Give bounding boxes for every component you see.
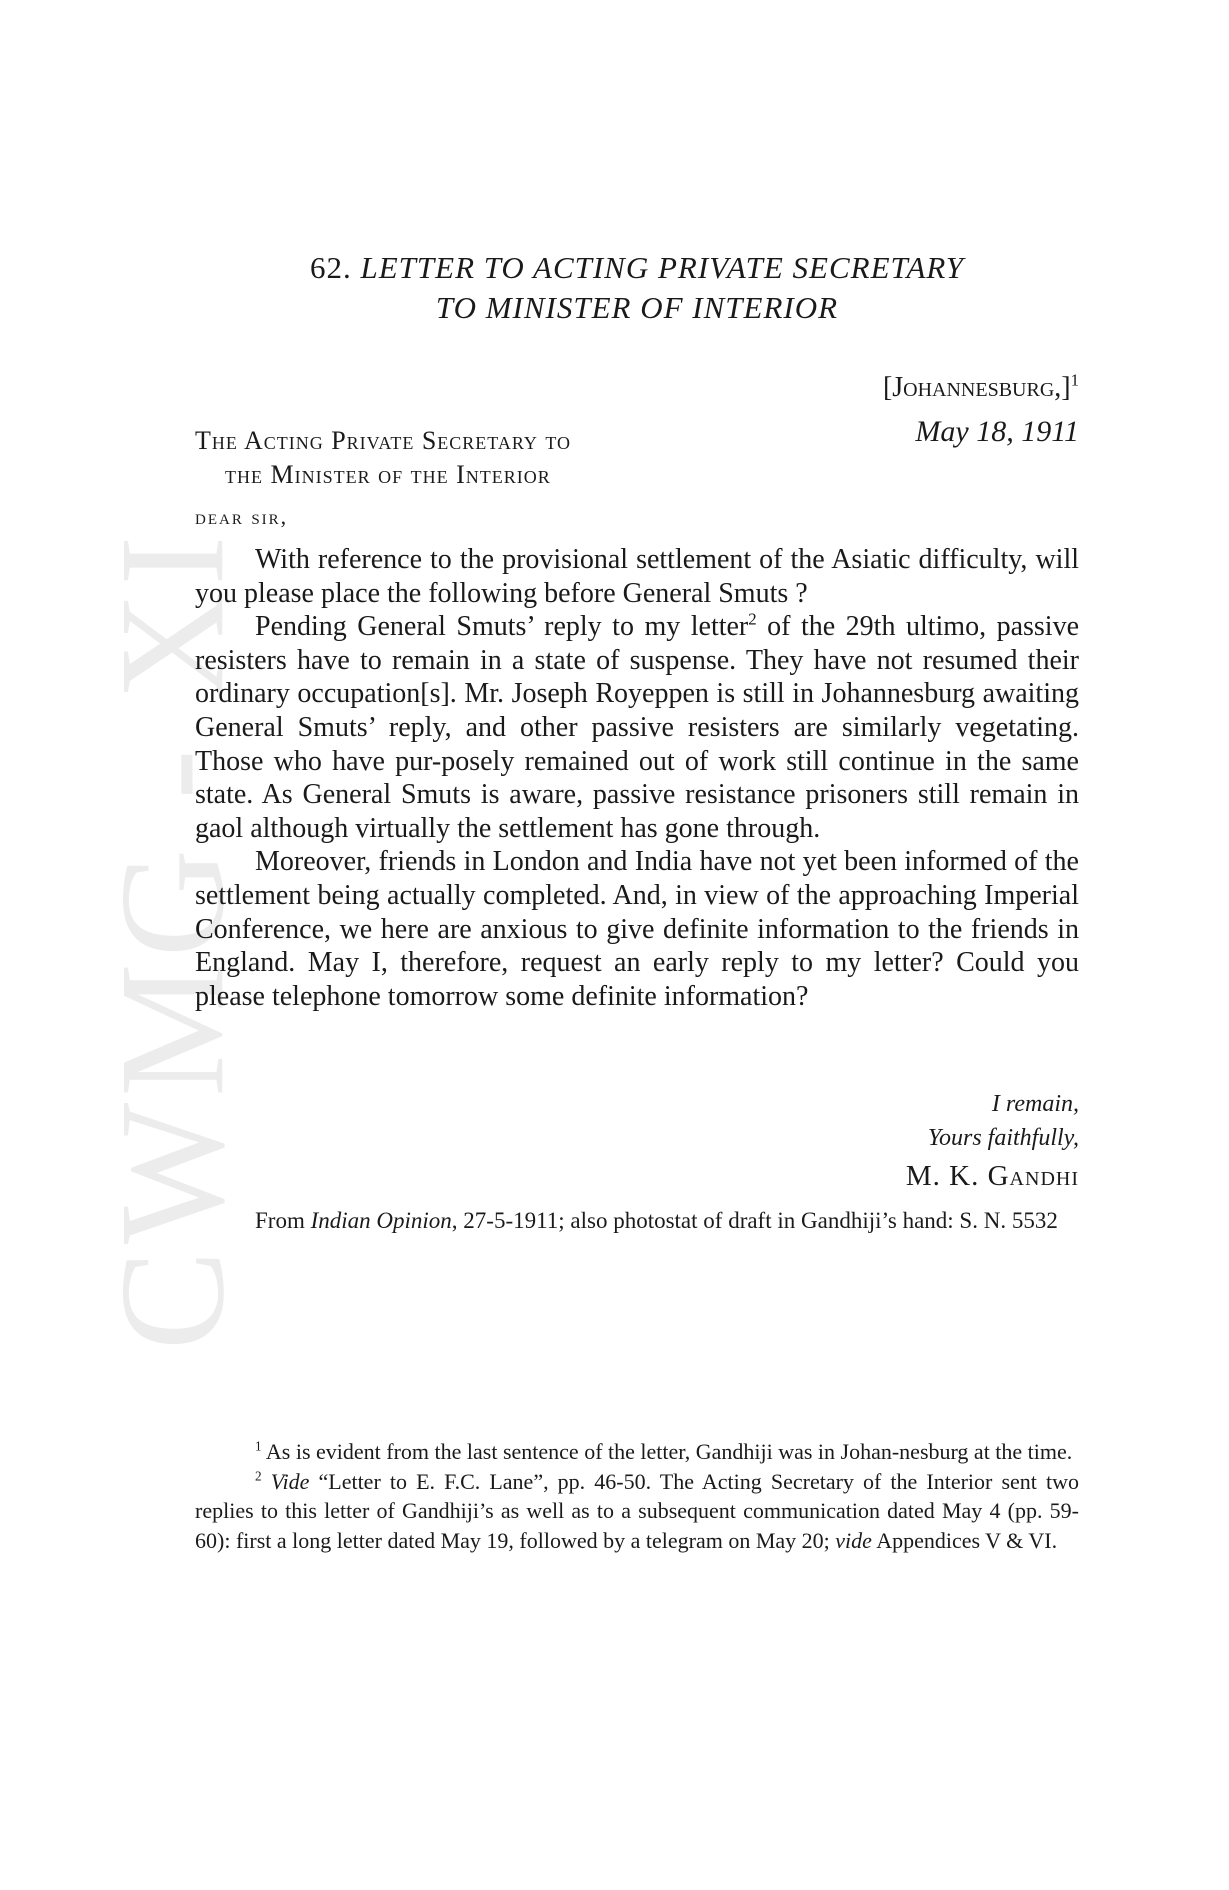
- footnote-2-text-a: “Letter to E. F.C. Lane”, pp. 46-50. The Acting Secretary of the Interior sent two replies to this letter of Gandhiji’s as well as to a subsequent communication dated May 4 (pp. 59-60): first a long letter dated May 19, followed by a telegram on May 20;: [195, 1468, 1080, 1553]
- addressee-block: [195, 424, 571, 492]
- source-text: [195, 1204, 1079, 1238]
- addressee-line-2: the Minister of the Interior: [225, 460, 551, 489]
- heading-number: 62.: [309, 250, 352, 285]
- place-text: [Johannesburg,]: [882, 372, 1071, 403]
- source-prefix: From: [255, 1208, 311, 1233]
- paragraph-3: Moreover, friends in London and India have not yet been informed of the settlement being actually completed. And, in view of the approaching Imperial Conference, we here are anxious to give definite information to the friends in England. May I, therefore, request an early reply to my letter? Could you please telephone tomorrow some definite information?: [195, 846, 1079, 1012]
- closing-line-1: I remain,: [991, 1091, 1079, 1117]
- signature: M. K. Gandhi: [905, 1160, 1079, 1192]
- footnote-2-marker: 2: [255, 1468, 262, 1484]
- footnote-2-vide-2: vide: [835, 1527, 872, 1553]
- footnotes: [195, 1437, 1079, 1555]
- heading-title-1: LETTER TO ACTING PRIVATE SECRETARY: [360, 250, 965, 285]
- watermark-text: CWMG - XI: [89, 529, 255, 1351]
- source-rest: , 27-5-1911; also photostat of draft in Gandhiji’s hand: S. N. 5532: [451, 1208, 1058, 1233]
- footnote-ref-1: 1: [1070, 370, 1079, 390]
- salutation: dear sir,: [195, 504, 289, 529]
- closing-line-2: Yours faithfully,: [927, 1125, 1079, 1151]
- footnote-1-text: As is evident from the last sentence of the letter, Gandhiji was in Johan-nesburg at the time.: [265, 1439, 1073, 1464]
- paragraph-2-rest: of the 29th ultimo, passive resisters have to remain in a state of suspense. They have not resumed their ordinary occupation[s]. Mr. Joseph Royeppen is still in Johannesburg awaiting General Smuts’ reply, and other passive resisters are similarly vegetating. Those who have pur-posely remained out of work still continue in the same state. As General Smuts is aware, passive resistance prisoners still remain in gaol although virtually the settlement has gone through.: [195, 611, 1080, 844]
- source-note: [195, 1204, 1079, 1238]
- footnote-1: [195, 1437, 1079, 1467]
- footnote-2: [195, 1467, 1079, 1556]
- place-line: [883, 368, 1079, 408]
- addressee-line-1: The Acting Private Secretary to: [195, 426, 572, 455]
- footnote-2-text-b: Appendices V & VI.: [871, 1527, 1058, 1553]
- letter-body: [195, 543, 1079, 1013]
- footnote-2-vide-1: Vide: [270, 1468, 310, 1494]
- source-publication: Indian Opinion: [310, 1208, 452, 1233]
- heading-title-2: TO MINISTER OF INTERIOR: [435, 290, 839, 325]
- footnote-ref-2: 2: [748, 609, 757, 629]
- document-heading: [195, 248, 1079, 328]
- paragraph-1: With reference to the provisional settlement of the Asiatic difficulty, will you please place the following before General Smuts ?: [195, 544, 1079, 609]
- heading-line-1: [195, 248, 1079, 288]
- paragraph-2: [195, 610, 1079, 845]
- footnote-1-marker: 1: [255, 1438, 262, 1454]
- letter-date: May 18, 1911: [915, 415, 1079, 448]
- closing-block: [906, 1087, 1079, 1197]
- paragraph-2-start: Pending General Smuts’ reply to my letter: [255, 611, 749, 643]
